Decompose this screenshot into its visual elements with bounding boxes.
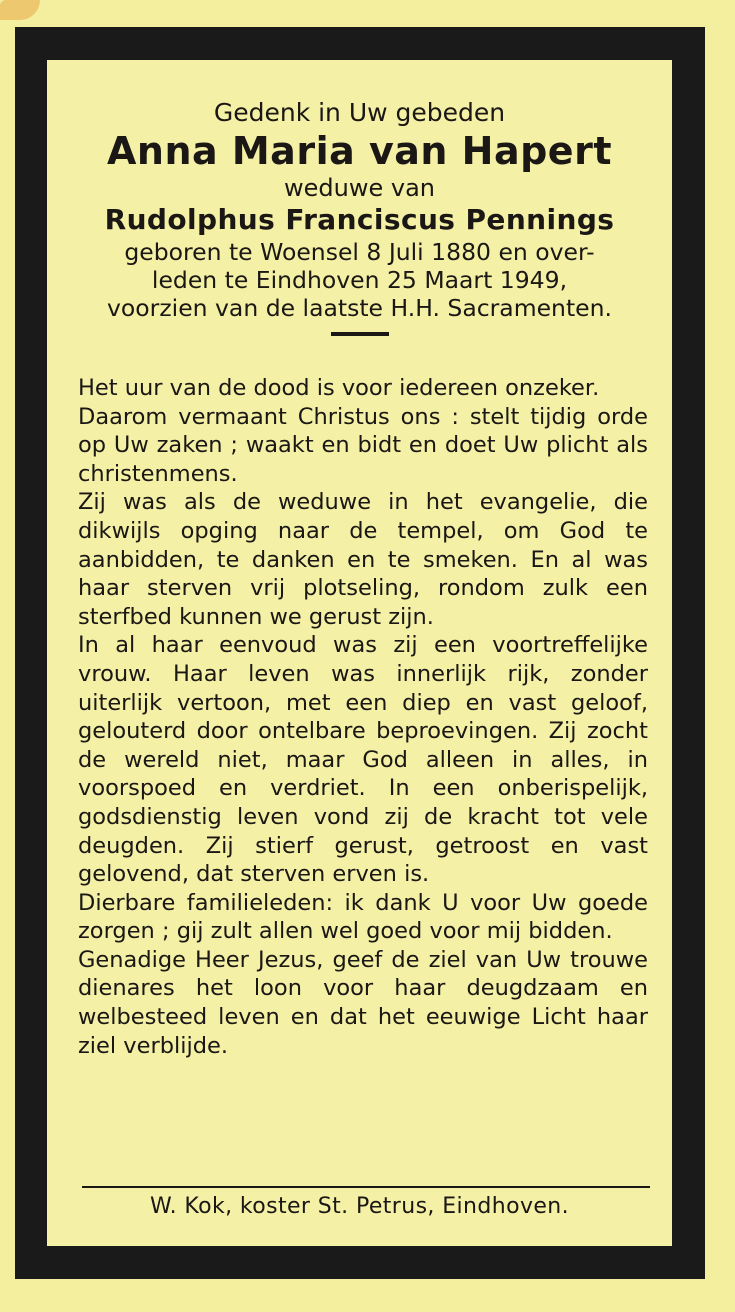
paragraph-family: Dierbare familieleden: ik dank U voor Uw goede zorgen ; gij zult allen wel goed voor mij bidden.	[78, 889, 648, 945]
husband-name: Rudolphus Franciscus Pennings	[104, 203, 615, 236]
remember-line: Gedenk in Uw gebeden	[213, 98, 506, 127]
birth-death-line-3: voorzien van de laatste H.H. Sacramenten.	[107, 294, 612, 322]
paragraph-christ-exhorts: Daarom vermaant Christus ons : stelt tijdig orde op Uw zaken ; waakt en bidt en doet Uw plicht als christenmens.	[78, 403, 648, 487]
printer-footer: W. Kok, koster St. Petrus, Eindhoven.	[149, 1194, 570, 1219]
short-divider	[331, 332, 389, 336]
footer-divider	[82, 1186, 650, 1188]
paragraph-prayer: Genadige Heer Jezus, geef de ziel van Uw trouwe dienares het loon voor haar deugdzaam en welbesteed leven en dat het eeuwige Licht haar ziel verblijde.	[78, 946, 648, 1059]
card-inner-panel	[47, 60, 672, 1246]
deceased-name: Anna Maria van Hapert	[106, 129, 612, 173]
paragraph-uncertain-hour: Het uur van de dood is voor iedereen onzeker.	[78, 375, 600, 401]
card-body	[78, 374, 648, 1060]
paragraph-widow-gospel: Zij was als de weduwe in het evangelie, die dikwijls opging naar de tempel, om God te aanbidden, te danken en te smeken. En al was haar sterven vrij plotseling, rondom zulk een sterfbed kunnen we gerust zijn.	[78, 489, 648, 630]
card-header	[47, 98, 672, 336]
birth-death-line-2: leden te Eindhoven 25 Maart 1949,	[151, 266, 568, 294]
paragraph-simplicity: In al haar eenvoud was zij een voortreffelijke vrouw. Haar leven was innerlijk rijk, zonder uiterlijk vertoon, met een diep en vast geloof, gelouterd door ontelbare beproevingen. Zij zocht de wereld niet, maar God alleen in alles, in voorspoed en verdriet. In een onberispelijk, godsdienstig leven vond zij de kracht tot vele deugden. Zij stierf gerust, getroost en vast gelovend, dat sterven erven is.	[78, 632, 648, 888]
widow-of-line: weduwe van	[284, 174, 435, 202]
birth-death-line-1: geboren te Woensel 8 Juli 1880 en over-	[124, 238, 595, 266]
